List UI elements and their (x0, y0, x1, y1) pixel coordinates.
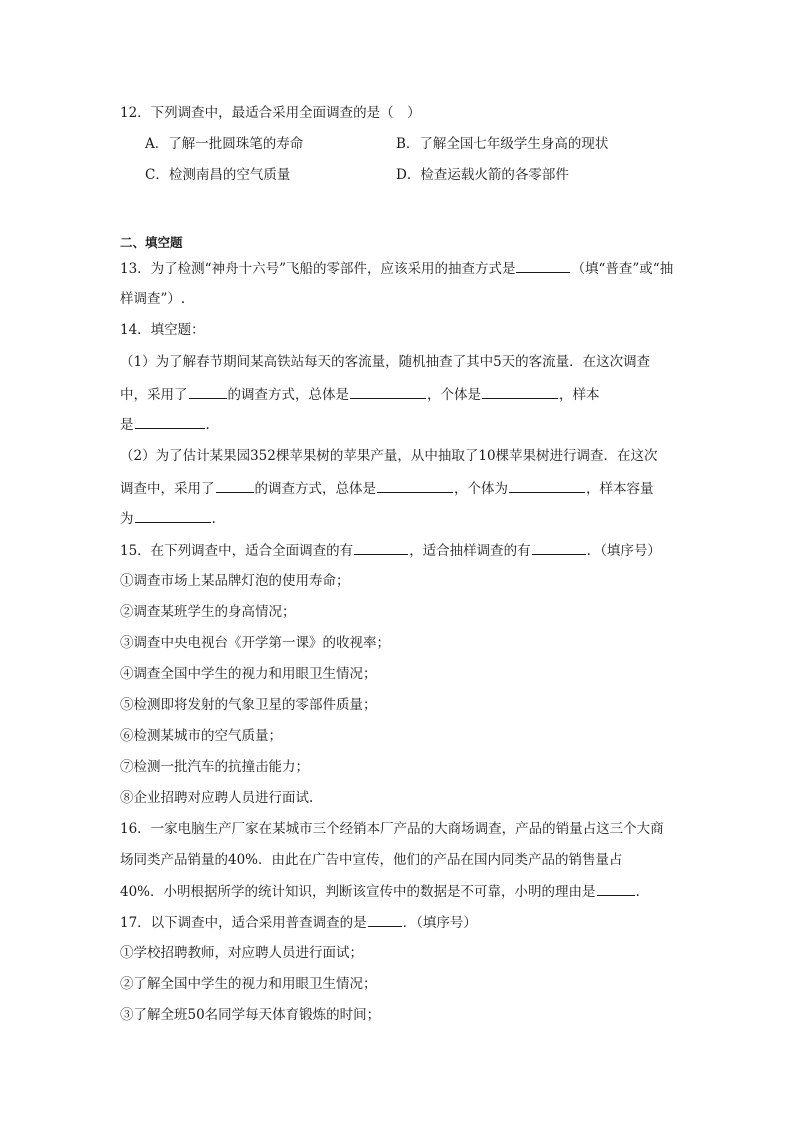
q14-p2-population-blank[interactable] (377, 478, 453, 493)
q14-p2-sample-size-blank[interactable] (135, 508, 211, 523)
q14-part1-line3 (120, 414, 210, 435)
q17-text-a: 17．以下调查中，适合采用普查调查的是 (120, 915, 367, 931)
q15-sampling-blank[interactable] (532, 540, 586, 555)
q15-item: ④调查全国中学生的视力和用眼卫生情况； (120, 666, 377, 682)
q16-text-a: 40%．小明根据所学的统计知识，判断该宣传中的数据是不可靠，小明的理由是 (120, 884, 596, 900)
q15-text-b: ，适合抽样调查的有 (409, 543, 531, 559)
q16-line1: 16．一家电脑生产厂家在某城市三个经销本厂产品的大商场调查，产品的销量占这三个大商 (120, 821, 664, 837)
q16-line3 (120, 881, 640, 902)
q14-p1-population-blank[interactable] (350, 384, 426, 399)
q16-line2: 场同类产品销量的40%．由此在广告中宣传，他们的产品在国内同类产品的销售量占 (120, 852, 623, 868)
q14-p1-text-f: . (205, 417, 210, 433)
q12-option-b: B．了解全国七年级学生身高的现状 (396, 136, 609, 152)
q14-p1-text-d: ，样本 (559, 387, 600, 403)
q17-item: ①学校招聘教师，对应聘人员进行面试； (120, 945, 363, 961)
q14-p1-text-b: 的调查方式，总体是 (227, 387, 349, 403)
q13-text-b: （填“普查”或“抽 (571, 261, 674, 277)
q14-p1-method-blank[interactable] (189, 384, 227, 399)
q14-p2-individual-blank[interactable] (509, 478, 585, 493)
q12-option-d: D．检查运载火箭的各零部件 (396, 167, 569, 183)
q14-part2-line2 (120, 478, 654, 499)
q14-p1-sample-blank[interactable] (135, 414, 205, 429)
q12-option-a: A．了解一批圆珠笔的寿命 (145, 136, 304, 152)
q14-part2-line1: （2）为了估计某果园352棵苹果树的苹果产量，从中抽取了10棵苹果树进行调查．在这次 (120, 448, 658, 464)
q14-p2-text-b: 的调查方式，总体是 (254, 481, 376, 497)
q14-part1-line1: （1）为了解春节期间某高铁站每天的客流量，随机抽查了其中5天的客流量．在这次调查 (120, 354, 651, 370)
q14-part2-line3 (120, 508, 216, 529)
q13-line1 (120, 258, 673, 279)
q14-p2-text-c: ，个体为 (454, 481, 508, 497)
q12-stem: 12．下列调查中，最适合采用全面调查的是（ ） (120, 105, 421, 121)
q14-head: 14．填空题： (120, 322, 205, 338)
q14-p1-text-c: ，个体是 (427, 387, 481, 403)
q14-part1-line2 (120, 384, 600, 405)
q14-p1-text-a: 中，采用了 (120, 387, 188, 403)
q17-answer-blank[interactable] (368, 912, 402, 927)
q13-text-a: 13．为了检测“神舟十六号”飞船的零部件，应该采用的抽查方式是 (120, 261, 516, 277)
q15-item: ⑤检测即将发射的气象卫星的零部件质量； (120, 697, 377, 713)
q17-text-b: ．（填序号） (402, 915, 477, 931)
q16-reason-blank[interactable] (597, 881, 635, 896)
q15-stem (120, 540, 661, 561)
q15-item: ⑦检测一批汽车的抗撞击能力； (120, 759, 309, 775)
q14-p1-text-e: 是 (120, 417, 134, 433)
q17-item: ②了解全国中学生的视力和用眼卫生情况； (120, 976, 377, 992)
q13-line2: 样调查”）. (120, 291, 186, 307)
q14-p1-individual-blank[interactable] (482, 384, 558, 399)
q12-option-c: C．检测南昌的空气质量 (145, 167, 291, 183)
q15-item: ③调查中央电视台《开学第一课》的收视率； (120, 635, 390, 651)
q14-p2-text-f: . (211, 511, 216, 527)
q17-stem (120, 912, 477, 933)
q14-p2-method-blank[interactable] (216, 478, 254, 493)
q15-text-a: 15．在下列调查中，适合全面调查的有 (120, 543, 354, 559)
q17-item: ③了解全班50名同学每天体育锻炼的时间； (120, 1007, 381, 1023)
q14-p2-text-e: 为 (120, 511, 134, 527)
q15-item: ⑥检测某城市的空气质量； (120, 728, 282, 744)
q15-item: ⑧企业招聘对应聘人员进行面试. (120, 790, 314, 806)
q14-p2-text-d: ，样本容量 (586, 481, 654, 497)
q15-item: ①调查市场上某品牌灯泡的使用寿命； (120, 573, 350, 589)
q15-census-blank[interactable] (354, 540, 408, 555)
q15-text-c: ．（填序号） (586, 543, 661, 559)
q16-text-b: . (635, 884, 640, 900)
q13-answer-blank[interactable] (516, 258, 570, 273)
q15-item: ②调查某班学生的身高情况； (120, 604, 296, 620)
section-title: 二、填空题 (120, 235, 183, 250)
q14-p2-text-a: 调查中，采用了 (120, 481, 215, 497)
